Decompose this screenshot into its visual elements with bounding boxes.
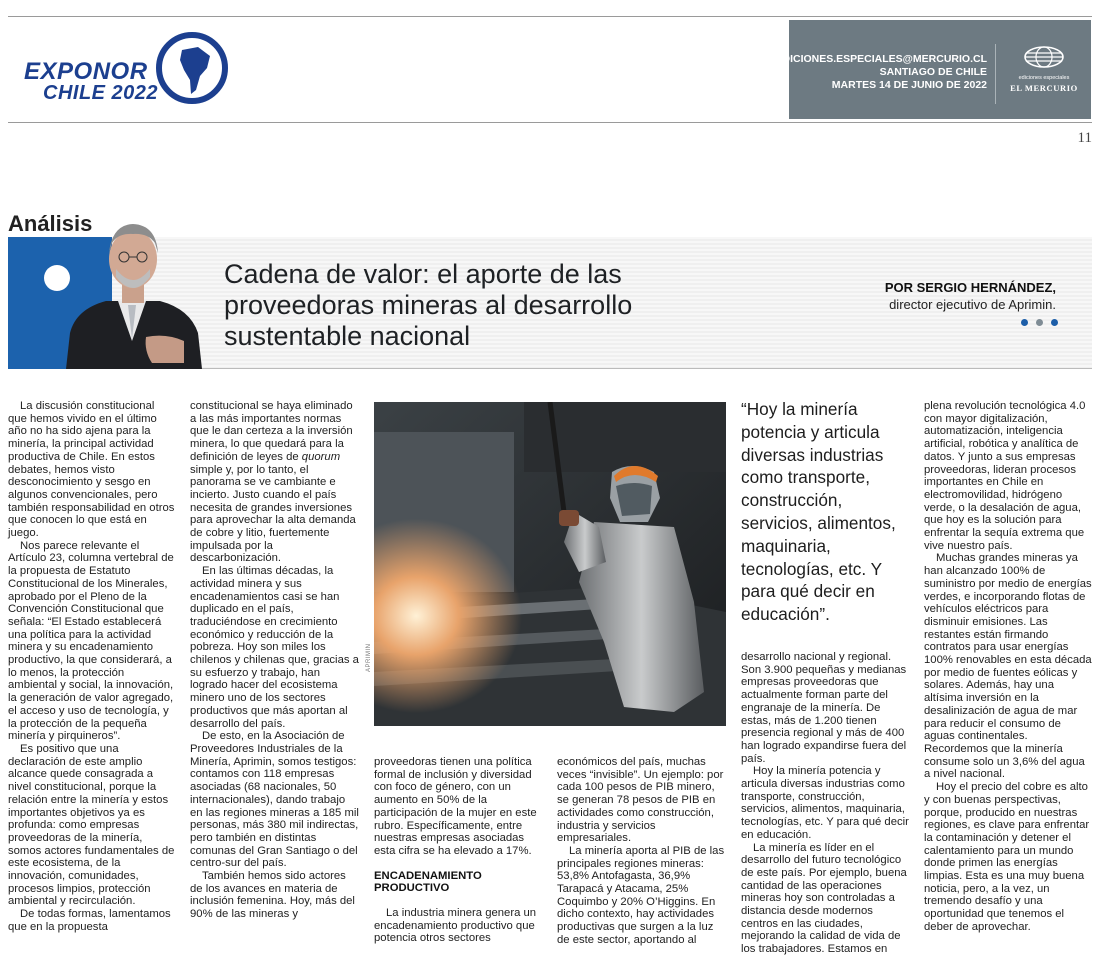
paragraph: La industria minera genera un encadenamiento productivo que potencia otros sectores: [374, 907, 537, 945]
column-6-paragraphs: [924, 400, 1092, 934]
paragraph: Hoy el precio del cobre es alto y con buenas perspectivas, porque, producido en nuestras regiones, es clave para enfrentar la contaminación y detener el calentamiento para un mundo donde primen las energías limpias. Esta es una muy buena noticia, pero, a la vez, un tremendo desafío y una oportunidad que tenemos el deber de aprovechar.: [924, 781, 1090, 933]
column-2: [190, 400, 360, 921]
column-4-paragraphs: [557, 756, 725, 947]
author-role: director ejecutivo de Aprimin.: [889, 297, 1056, 312]
masthead-box: [775, 20, 1091, 119]
column-4: [557, 756, 725, 947]
masthead-separator: [995, 44, 996, 104]
paragraph: económicos del país, muchas veces “invisible”. Un ejemplo: por cada 100 pesos de PIB minero, se generan 78 pesos de PIB en actividades como construcción, industria y servicios empresariales.: [557, 756, 724, 845]
paragraph: Nos parece relevante el Artículo 23, columna vertebral de la propuesta de Estatuto Constitucional de los Minerales, aprobado por el Pleno de la Convención Constitucional que señala: “El Estado establecerá una política para la actividad minera y su encadenamiento productivo, la que considerará, a lo menos, la protección ambiental y social, la innovación, la generación de valor agregado, el acceso y uso de tecnología, y la protección de la pequeña minería y pirquineros”.: [8, 539, 174, 743]
column-5-paragraphs: [741, 651, 911, 956]
article-headline: Cadena de valor: el aporte de las proveedoras mineras al desarrollo sustentable nacional: [224, 259, 633, 351]
paragraph: De todas formas, lamentamos que en la propuesta: [8, 908, 171, 933]
paragraph: En las últimas décadas, la actividad minera y sus encadenamientos casi se han duplicado en el país, traduciéndose en crecimiento económico y reducción de la pobreza. Hoy son miles los chilenos y chilenas que, gracias a su esfuerzo y trabajo, han logrado hacer del ecosistema minero uno de los sectores productivos que más aportan al desarrollo del país.: [190, 565, 359, 730]
headline-banner: [8, 237, 1092, 369]
decorative-dot: [1021, 319, 1028, 326]
paragraph: Muchas grandes mineras ya han alcanzado 100% de suministro por medio de energías verdes, e incorporando flotas de vehículos eléctricos para disminuir emisiones. Las restantes están firmando contratos para usar energías 100% renovables en esta década por medio de fuentes eólicas y solares. Además, hay una altísima inversión en la desalinización de agua de mar para reducir el consumo de aguas continentales. Recordemos que la minería consume solo un 3,6% del agua a nivel nacional.: [924, 552, 1092, 781]
paragraph: plena revolución tecnológica 4.0 con mayor digitalización, automatización, inteligencia artificial, robótica y analítica de datos. Y junto a sus empresas proveedoras, lideran procesos importantes en Chile en electromovilidad, hidrógeno verde, o la desalación de agua, que hoy es la solución para enfrentar la sequía extrema que vive nuestro país.: [924, 400, 1086, 552]
paragraph: También hemos sido actores de los avances en materia de inclusión femenina. Hoy, más del 90% de las mineras y: [190, 870, 355, 921]
column-2-lead: [190, 400, 360, 565]
masthead-city: SANTIAGO DE CHILE: [879, 66, 987, 78]
column-6: [924, 400, 1092, 934]
section-subhead: ENCADENAMIENTO PRODUCTIVO: [374, 869, 482, 895]
column-3: [374, 756, 542, 945]
brand-subtitle: ediciones especiales: [1018, 75, 1070, 81]
logo-line-2: CHILE 2022: [43, 82, 159, 104]
masthead-info: [775, 53, 987, 92]
decorative-dots: [1021, 319, 1058, 326]
top-rule: [8, 16, 1092, 17]
section-kicker: Análisis: [8, 211, 93, 236]
paragraph: Hoy la minería potencia y articula diversas industrias como transporte, construcción, servicios, alimentos, maquinaria, tecnologías, etc. Y para qué decir en educación.: [741, 765, 909, 841]
lead-text-end: simple y, por lo tanto, el panorama se ve cambiante e incierto. Justo cuando el país necesita de grandes inversiones para aprovechar la alta demanda de cobre y litio, fuertemente impulsada por la descarbonización.: [190, 463, 356, 565]
south-america-globe-icon: [152, 30, 230, 106]
logo-line-1: EXPONOR: [24, 58, 148, 85]
photo-credit: APRIMIN: [366, 643, 372, 672]
column-5: [741, 651, 911, 956]
smelter-worker-photo: [374, 402, 726, 726]
byline: [885, 279, 1056, 313]
column-2-paragraphs: [190, 565, 360, 921]
column-3-paragraphs: [374, 756, 542, 858]
column-3-continued: [374, 907, 542, 945]
lead-text: constitucional se haya eliminado a las más importantes normas que le dan certeza a la inversión minera, lo que quedará para la definición de leyes de: [190, 400, 353, 463]
masthead-email: EDICIONES.ESPECIALES@MERCURIO.CL: [775, 53, 987, 65]
globe-emblem-icon: [1023, 46, 1065, 68]
author-name: POR SERGIO HERNÁNDEZ,: [884, 280, 1056, 295]
paragraph: proveedoras tienen una política formal de inclusión y diversidad con foco de género, con un aumento en 50% de la participación de la mujer en este rubro. Específicamente, entre nuestras empresas asociadas esta cifra se ha elevado a 17%.: [374, 756, 537, 857]
author-portrait: [56, 213, 208, 369]
el-mercurio-logo: [1003, 46, 1085, 93]
paragraph: desarrollo nacional y regional. Son 3.900 pequeñas y medianas empresas proveedoras que actualmente forman parte del engranaje de la minería. De estas, más de 1.200 tienen presencia regional y más de 400 han logrado expandirse fuera del país.: [741, 651, 907, 765]
paragraph: De esto, en la Asociación de Proveedores Industriales de la Minería, Aprimin, somos testigos: contamos con 118 empresas asociadas (68 nacionales, 50 internacionales), dando trabajo en las regiones mineras a 185 mil personas, más 380 mil indirectas, pero también en distintas comunas del Gran Santiago o del centro-sur del país.: [190, 730, 359, 870]
exponor-logo: [22, 30, 227, 110]
paragraph: La minería aporta al PIB de las principales regiones mineras: 53,8% Antofagasta, 36,9% Tarapacá y Atacama, 25% Coquimbo y 20% O’Higgins. En dicho contexto, hay actividades productivas que surgen a la luz de este sector, aportando al: [557, 844, 725, 946]
masthead-date: MARTES 14 DE JUNIO DE 2022: [831, 79, 987, 91]
header-rule: [8, 122, 1092, 123]
paragraph: La discusión constitucional que hemos vivido en el último año no ha sido ajena para la minería, la principal actividad productiva de Chile. En estos debates, hemos visto desconocimiento y sesgo en algunos convencionales, pero también responsabilidad en otros que conocen lo que está en juego.: [8, 400, 175, 540]
pull-quote: “Hoy la minería potencia y articula diversas industrias como transporte, construcción, servicios, alimentos, maquinaria, tecnologías, etc. Y para qué decir en educación”.: [741, 399, 896, 625]
paragraph: Es positivo que una declaración de este amplio alcance quede consagrada a nivel constitucional, porque la relación entre la minería y estos importantes objetivos ya es profunda: como empresas proveedoras de la minería, somos actores fundamentales de este ecosistema, de la innovación, comunidades, procesos limpios, protección ambiental y recirculación.: [8, 742, 175, 908]
decorative-dot: [1051, 319, 1058, 326]
brand-name: EL MERCURIO: [1010, 83, 1078, 93]
lead-italic: quorum: [301, 450, 341, 463]
column-1: [8, 400, 176, 934]
page-number: 11: [1077, 130, 1092, 146]
decorative-dot: [1036, 319, 1043, 326]
paragraph: La minería es líder en el desarrollo del futuro tecnológico de este país. Por ejemplo, buena cantidad de las operaciones mineras hoy son controladas a distancia desde modernos centros en las ciudades, mejorando la calidad de vida de los trabajadores. Estamos en: [741, 841, 907, 956]
